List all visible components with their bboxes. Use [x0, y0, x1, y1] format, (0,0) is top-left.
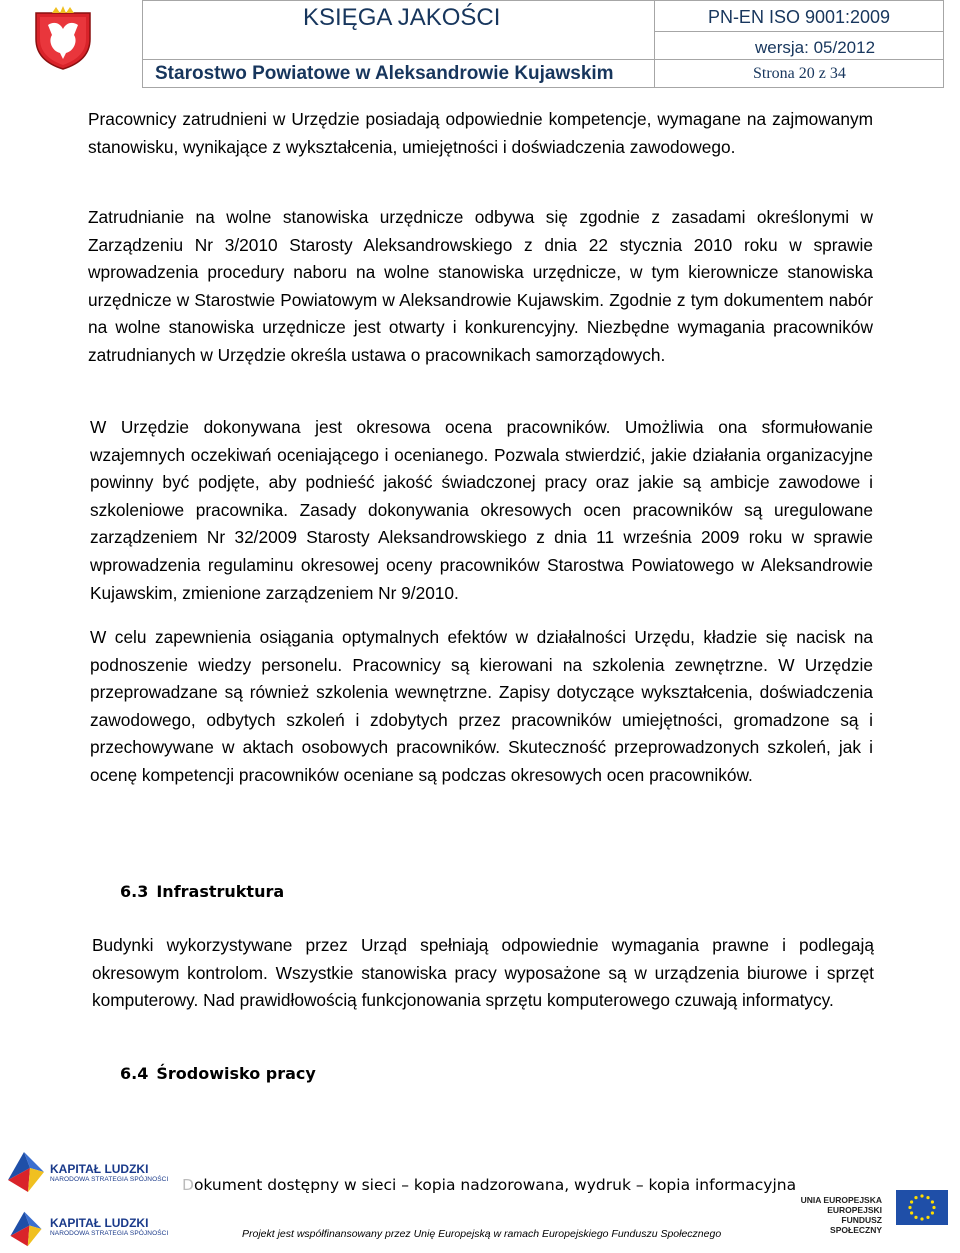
kapital-ludzki-logo: [6, 1150, 169, 1199]
logo-subtitle: NARODOWA STRATEGIA SPÓJNOŚCI: [50, 1176, 169, 1183]
iso-standard: PN-EN ISO 9001:2009: [654, 0, 944, 32]
section-number: 6.3: [120, 882, 149, 901]
section-number: 6.4: [120, 1064, 149, 1083]
logo-title: KAPITAŁ LUDZKI: [50, 1216, 149, 1230]
document-title: KSIĘGA JAKOŚCI: [142, 0, 655, 60]
paragraph-evaluation: W Urzędzie dokonywana jest okresowa ocena pracowników. Umożliwia ona sformułowanie wzajemnych oczekiwań oceniającego i ocenianego. Pozwala stwierdzić, jakie działania organizacyjne powinny być podjęte, aby podnieść jakość świadczonej pracy oraz jakie są ambicje zawodowe i szkoleniowe pracownika. Zasady dokonywania okresowych ocen pracowników są uregulowane zarządzeniem Nr 32/2009 Starosty Aleksandrowskiego z dnia 11 września 2009 roku w sprawie wprowadzenia regulaminu okresowej oceny pracowników Starostwa Powiatowego w Aleksandrowie Kujawskim, zmienione zarządzeniem Nr 9/2010.: [90, 417, 873, 603]
coat-of-arms-icon: [30, 5, 96, 71]
section-title: Środowisko pracy: [156, 1064, 316, 1083]
eu-logo-line: UNIA EUROPEJSKA: [800, 1195, 882, 1205]
kapital-ludzki-icon: [6, 1210, 46, 1248]
eu-funding-notice: Projekt jest współfinansowany przez Unię Europejską w ramach Europejskiego Funduszu Społecznego: [242, 1228, 722, 1240]
section-heading-infrastructure: [120, 882, 284, 901]
section-heading-work-environment: [120, 1064, 316, 1083]
office-name: Starostwo Powiatowe w Aleksandrowie Kujawskim: [142, 59, 655, 88]
logo-title: KAPITAŁ LUDZKI: [50, 1162, 149, 1176]
document-version: wersja: 05/2012: [654, 31, 944, 60]
eu-flag-icon: [896, 1190, 948, 1225]
section-title: Infrastruktura: [156, 882, 285, 901]
paragraph-recruitment: Zatrudnianie na wolne stanowiska urzędnicze odbywa się zgodnie z zasadami określonymi w Zarządzeniu Nr 3/2010 Starosty Aleksandrowskiego z dnia 22 stycznia 2010 roku w sprawie wprowadzenia procedury naboru na wolne stanowiska urzędnicze, w tym kierownicze stanowiska urzędnicze w Starostwie Powiatowym w Aleksandrowie Kujawskim. Zgodnie z tym dokumentem nabór na wolne stanowiska urzędnicze jest otwarty i konkurencyjny. Niezbędne wymagania pracowników zatrudnianych w Urzędzie określa ustawa o pracownikach samorządowych.: [88, 207, 873, 365]
kapital-ludzki-logo: [6, 1210, 169, 1253]
page-number: Strona 20 z 34: [654, 59, 944, 88]
eu-logo-line: FUNDUSZ SPOŁECZNY: [830, 1215, 882, 1235]
controlled-copy-notice: Dokument dostępny w sieci – kopia nadzorowana, wydruk – kopia informacyjna: [182, 1176, 797, 1194]
eu-logo-line: EUROPEJSKI: [827, 1205, 882, 1215]
kapital-ludzki-icon: [6, 1150, 46, 1194]
paragraph-training: W celu zapewnienia osiągania optymalnych efektów w działalności Urzędu, kładzie się nacisk na podnoszenie wiedzy personelu. Pracownicy są kierowani na szkolenia zewnętrzne. W Urzędzie przeprowadzane są również szkolenia wewnętrzne. Zapisy dotyczące wykształcenia, doświadczenia zawodowego, odbytych szkoleń i zdobytych przez pracowników umiejętności, gromadzone są i przechowywane w aktach osobowych pracowników. Skuteczność przeprowadzonych szkoleń, jak i ocenę kompetencji pracowników oceniane są podczas okresowych ocen pracowników.: [90, 627, 873, 785]
document-header: [142, 0, 944, 88]
paragraph-competences: Pracownicy zatrudnieni w Urzędzie posiadają odpowiednie kompetencje, wymagane na zajmowanym stanowisku, wynikające z wykształcenia, umiejętności i doświadczenia zawodowego.: [88, 109, 873, 157]
logo-subtitle: NARODOWA STRATEGIA SPÓJNOŚCI: [50, 1230, 169, 1237]
paragraph-infrastructure: Budynki wykorzystywane przez Urząd spełniają odpowiednie wymagania prawne i podlegają okresowym kontrolom. Wszystkie stanowiska pracy wyposażone są w urządzenia biurowe i sprzęt komputerowy. Nad prawidłowością funkcjonowania sprzętu komputerowego czuwają informatycy.: [92, 935, 874, 1011]
